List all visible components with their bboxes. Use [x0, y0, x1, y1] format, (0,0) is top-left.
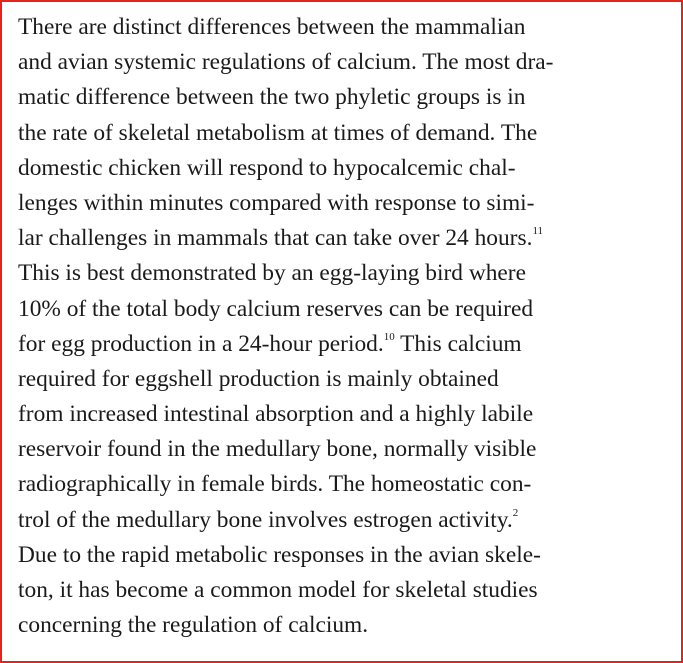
text-line: There are distinct differences between the mammalian — [18, 14, 526, 40]
text-line: the rate of skeletal metabolism at times of demand. The — [18, 119, 538, 146]
text-line: lenges within minutes compared with response to simi- — [18, 189, 535, 216]
text-line — [18, 327, 668, 362]
text-line-content: lar challenges in mammals that can take over 24 hours. — [18, 225, 533, 252]
reference-superscript: 11 — [532, 225, 544, 238]
text-line: Due to the rapid metabolic responses in the avian skele- — [18, 541, 541, 568]
text-line: This is best demonstrated by an egg-laying bird where — [18, 260, 526, 287]
text-line-tail: This calcium — [394, 330, 522, 357]
reference-superscript: 2 — [512, 506, 519, 519]
text-line: domestic chicken will respond to hypocalcemic chal- — [18, 154, 516, 181]
text-line: reservoir found in the medullary bone, normally visible — [18, 436, 537, 463]
text-line: matic difference between the two phyletic groups is in — [18, 84, 526, 111]
text-line: required for eggshell production is mainly obtained — [18, 365, 499, 392]
paragraph — [18, 10, 668, 643]
text-line: 10% of the total body calcium reserves can be required — [18, 295, 534, 322]
text-line: ton, it has become a common model for skeletal studies — [18, 577, 538, 603]
text-line: concerning the regulation of calcium. — [18, 612, 369, 639]
text-line — [18, 503, 668, 538]
text-line: from increased intestinal absorption and a highly labile — [18, 401, 534, 428]
text-line — [18, 221, 668, 256]
text-line: radiographically in female birds. The homeostatic con- — [18, 471, 532, 498]
text-line-content: for egg production in a 24-hour period. — [18, 330, 384, 357]
text-line: and avian systemic regulations of calcium. The most dra- — [18, 49, 554, 76]
reference-superscript: 10 — [383, 330, 395, 343]
text-line-content: trol of the medullary bone involves estrogen activity. — [18, 506, 513, 533]
